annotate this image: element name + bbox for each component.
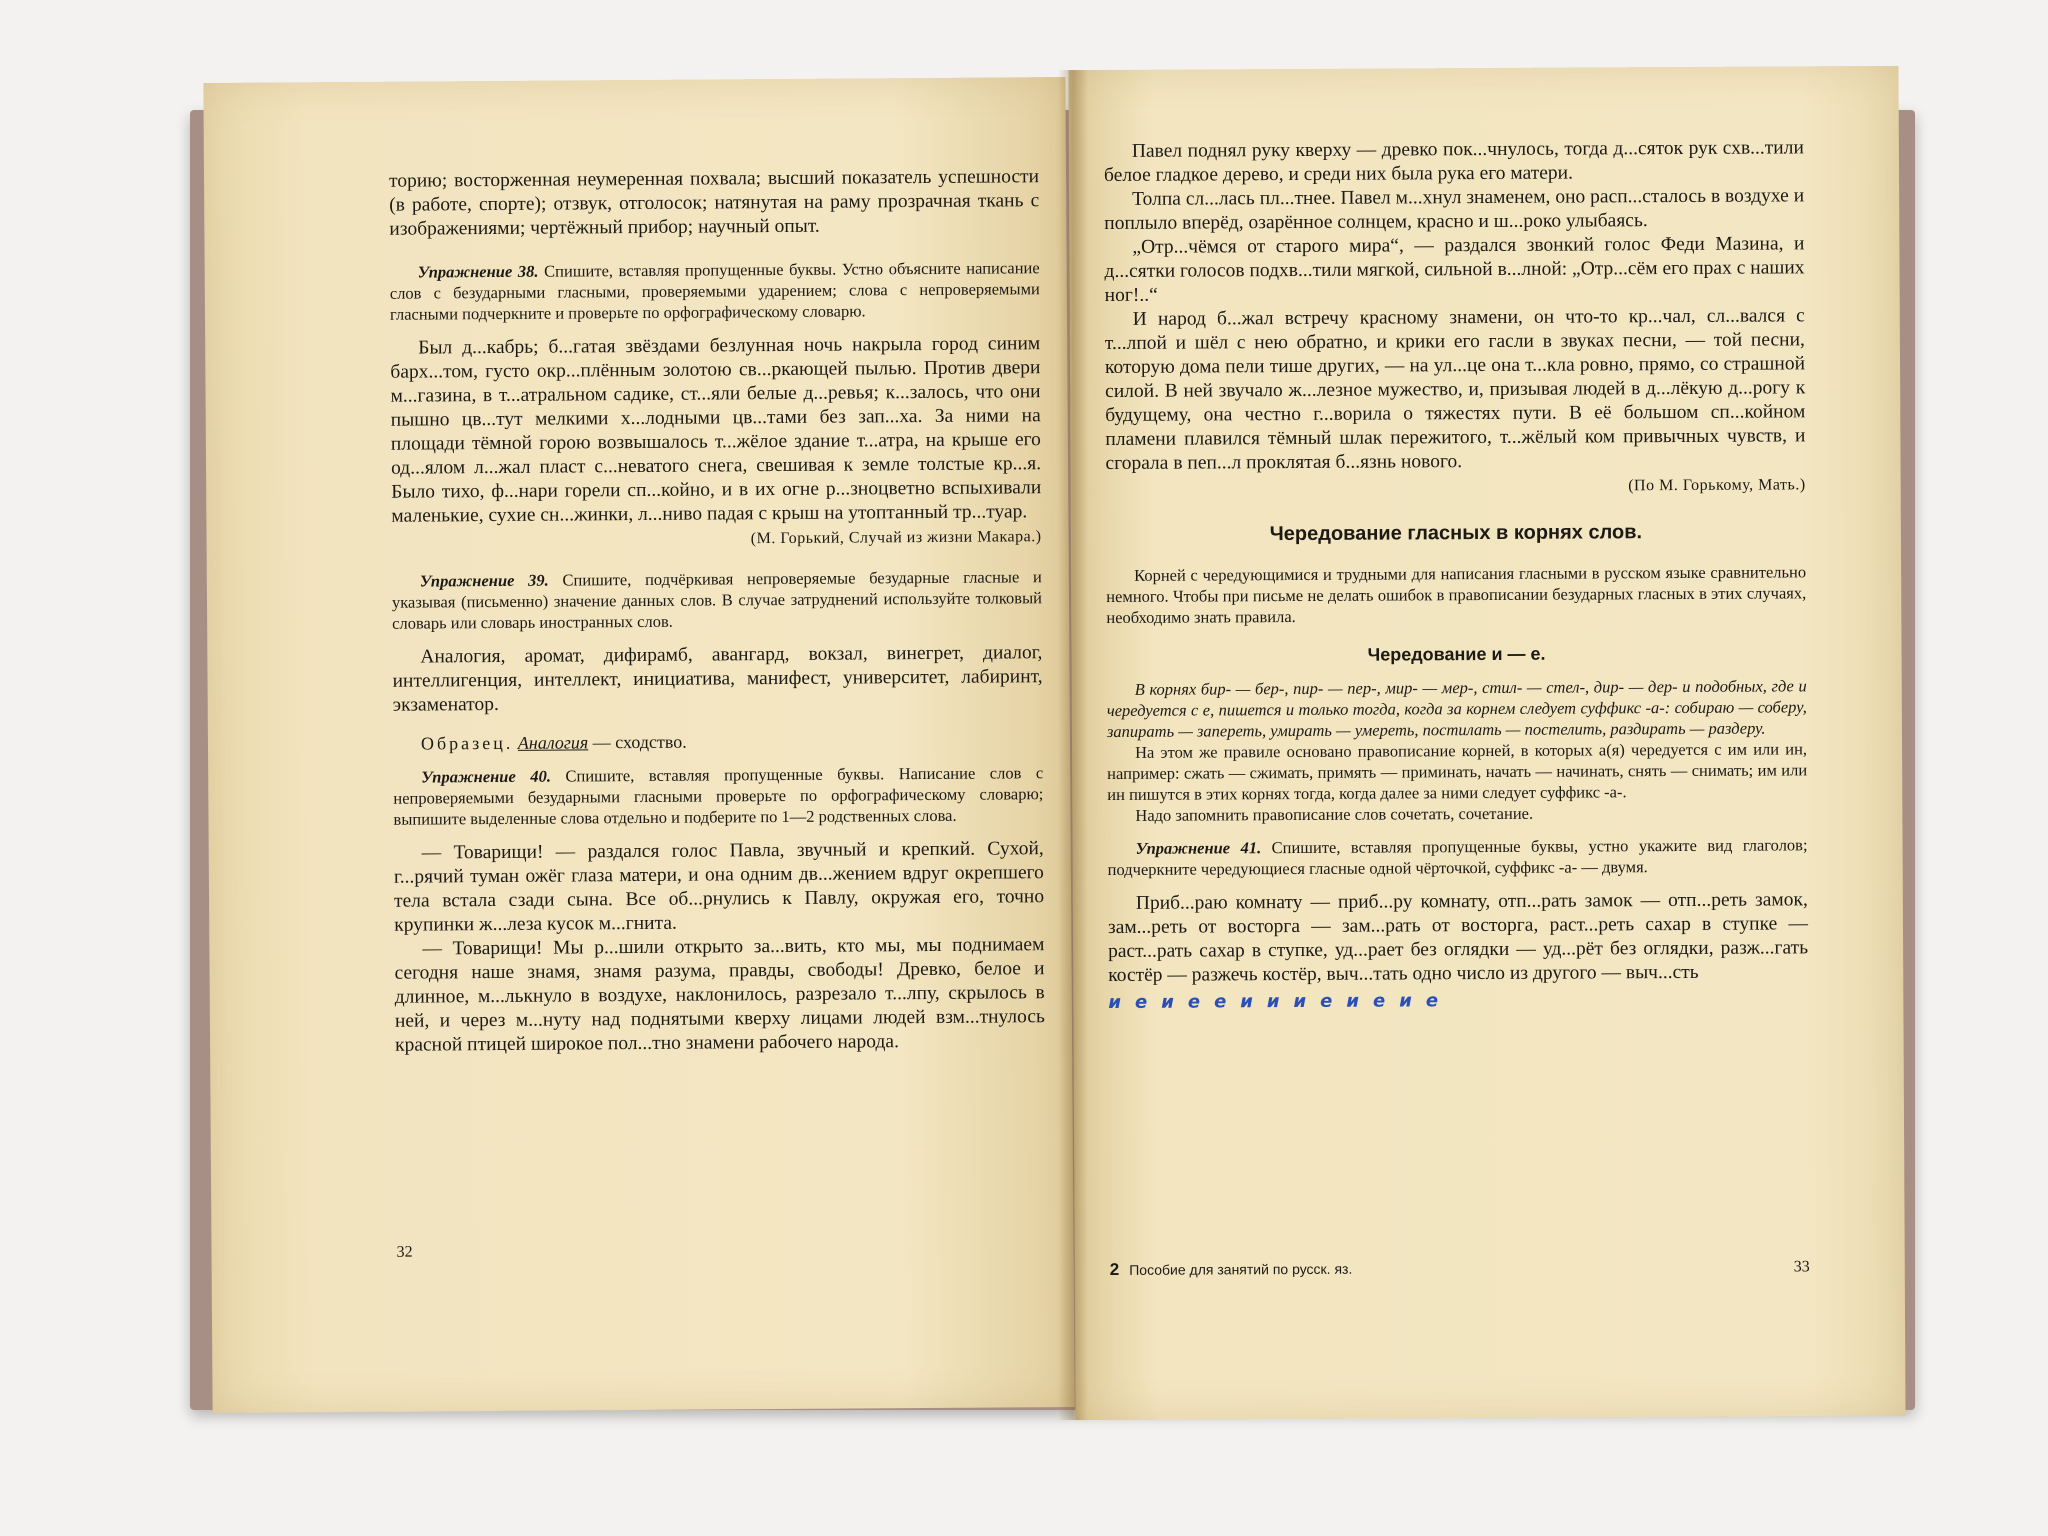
exercise-41-instructions: Спишите, вставляя пропущенные буквы, устно укажите вид глаголов; подчеркните чередующиеся гласные одной чёрточкой, суффикс -а- — двумя. <box>1107 835 1808 879</box>
continuation-paragraph-4: И народ б...жал встречу красному знамени, он что-то кр...чал, сл...вался с т...лпой и шёл с нею обратно, и крики его гасли в звуках песни, — той песни, которую дома пели тише других, — на ул...це она т...кла ровно, прямо, со страшной силой. В ней звучало ж...лезное мужество, и, призывая людей в д...лёкую д...рогу к будущему, она честно г...ворила о тяжестях пути. В её большом сп...койном пламени плавился тёмный шлак пережитого, т...жёлый ком привычных чувств, и сгорала в пеп...л проклятая б...язнь нового. <box>1104 305 1806 474</box>
exercise-38-task <box>390 257 1040 325</box>
exercise-40-instructions: Спишите, вставляя пропущенные буквы. Написание слов с непроверяемыми безударными гласными проверьте по орфографическому словарю; выпишите выделенные слова отдельно и подберите по 1—2 родственных слова. <box>393 763 1044 829</box>
rule-2: На этом же правиле основано правописание корней, в которых а(я) чередуется с им или ин, например: сжать — сжимать, примять — приминать, начать — начинать, снять — снимать; им или ин пишутся в этих корнях тогда, когда далее за ними следует суффикс -а-. <box>1107 739 1808 804</box>
continuation-paragraph-1: Павел поднял руку кверху — древко пок...чнулось, тогда д...сяток рук схв...тили белое гладкое дерево, и среди них была рука его матери. <box>1103 137 1804 186</box>
left-page-text <box>389 165 1045 1058</box>
handwritten-mark: е <box>1213 991 1227 1013</box>
section-intro: Корней с чередующимися и трудными для написания гласными в русском языке сравнительно немного. Чтобы при письме не делать ошибок в правописании безударных гласных в этих случаях, необходимо знать правила. <box>1106 562 1807 627</box>
signature-number: 2 <box>1109 1259 1120 1279</box>
continuation-paragraph-3: „Отр...чёмся от старого мира“, — раздался звонкий голос Феди Мазина, и д...сятки голосов подхв...тили мягкой, сильной в...лной: „Отр...сём его прах с наших ног!..“ <box>1104 233 1805 306</box>
section-title: Чередование гласных в корнях слов. <box>1269 521 1643 546</box>
exercise-41-text: Приб...раю комнату — приб...ру комнату, отп...рать замок — отп...реть замок, зам...реть от восторга — зам...рать от восторга, раст...реть сахар в ступке — раст...рать сахар в ступке, уд...рает без оглядки — уд...рёт без оглядки, разж...гать костёр — разжечь костёр, выч...тать одно число из другого — выч...сть <box>1107 889 1809 986</box>
exercise-38-source: (М. Горький, Случай из жизни Макара.) <box>750 528 1042 548</box>
exercise-39-title: Упражнение 39. <box>419 570 549 591</box>
handwritten-mark: е <box>1187 991 1201 1013</box>
handwritten-mark: и <box>1399 990 1412 1012</box>
exercise-39-task <box>392 566 1042 634</box>
exercise-39-words: Аналогия, аромат, дифирамб, авангард, вокзал, винегрет, диалог, интеллигенция, интеллект, инициатива, манифест, университет, лабиринт, экзаменатор. <box>392 642 1043 716</box>
handwritten-mark: и <box>1266 991 1280 1013</box>
signature-line <box>1110 1259 1353 1280</box>
sample-definition: — сходство. <box>588 731 687 753</box>
exercise-40-paragraph-1: — Товарищи! — раздался голос Павла, звучный и крепкий. Сухой, г...рячий туман ожёг глаза матери, и она одним дв...жением вдруг окрепшего тела встала сзади сына. Все об...рнулись к Павлу, окружая его, точно крупинки ж...леза кусок м...гнита. <box>393 838 1045 936</box>
continuation-paragraph-2: Толпа сл...лась пл...тнее. Павел м...хнул знаменем, оно расп...сталось в воздухе и поплыло вперёд, озарённое солнцем, красно и ш...роко улыбаясь. <box>1104 185 1805 234</box>
rule-1: В корнях бир- — бер-, пир- — пер-, мир- — мер-, стил- — стел-, дир- — дер- и подобных, где и чередуется с е, пишется и только тогда, когда за корнем следует суффикс -а-: собираю — соберу, запирать — запереть, умирать — умереть, постилать — постелить, раздирать — раздеру. <box>1106 676 1807 741</box>
exercise-41-task <box>1107 834 1807 880</box>
handwritten-mark: и <box>1240 991 1253 1013</box>
intro-paragraph: торию; восторженная неумеренная похвала; высший показатель успешности (в работе, спорте); отзвук, отголосок; натянутая на раму прозрачная ткань с изображениями; чертёжный прибор; научный опыт. <box>388 166 1040 240</box>
exercise-38-instructions: Спишите, вставляя пропущенные буквы. Устно объясните написание слов с безударными гласными, проверяемыми ударением; слова с непроверяемыми гласными подчеркните и проверьте по орфографическому словарю. <box>389 258 1040 324</box>
exercise-38-title: Упражнение 38. <box>417 261 539 282</box>
exercise-39-instructions: Спишите, подчёркивая непроверяемые безударные гласные и указывая (письменно) значение данных слов. В случае затруднений используйте толковый словарь или словарь иностранных слов. <box>391 567 1043 633</box>
exercise-41-title: Упражнение 41. <box>1135 838 1262 858</box>
handwritten-answers <box>1108 988 1808 1013</box>
handwritten-mark: е <box>1320 990 1333 1012</box>
left-page <box>203 77 1074 1413</box>
handwritten-mark: е <box>1425 990 1439 1012</box>
right-page <box>1068 66 1905 1420</box>
sample-label: Образец. <box>420 732 514 754</box>
subsection-title: Чередование и — е. <box>1367 643 1546 665</box>
exercise-38-text: Был д...кабрь; б...гатая звёздами безлунная ночь накрыла город синим барх...том, густо окр...плённым золотою св...ркающей пылью. Против двери м...газина, в т...атральном садике, ст...яли белые д...ревья; к...залось, что они пышно цв...тут мелкими х...лодными цв...тами без зап...ха. За ними на площади тёмной горою возвышалось т...жёлое здание т...атра, на крыше его од...ялом л...жал пласт с...неватого снега, свешивая к земле толстые кр...я. Было тихо, ф...нари горели сп...койно, и в их огне р...зноцветно вспыхивали маленькие, сухие сн...жинки, л...ниво падая с крыш на утоптанный тр...туар. <box>390 333 1042 527</box>
handwritten-mark: и <box>1161 991 1174 1013</box>
book-gutter <box>1058 70 1088 1420</box>
exercise-40-paragraph-2: — Товарищи! Мы р...шили открыто за...вить, кто мы, мы поднимаем сегодня наше знамя, знамя разума, правды, свободы! Древко, белое и длинное, м...лькнуло в воздухе, наклонилось, разрезало т...лпу, скрылось в ней, и через м...нуту над поднятыми кверху лицами людей взм...тнулось красной птицей широкое пол...тно знамени рабочего народа. <box>394 934 1045 1056</box>
handwritten-mark: и <box>1108 991 1122 1013</box>
sample-word: Аналогия <box>517 732 589 753</box>
left-page-number: 32 <box>396 1243 413 1261</box>
handwritten-mark: е <box>1372 990 1386 1012</box>
right-page-text <box>1104 136 1809 1013</box>
handwritten-mark: е <box>1134 991 1148 1013</box>
signature-text: Пособие для занятий по русск. яз. <box>1129 1260 1353 1278</box>
exercise-40-title: Упражнение 40. <box>421 766 552 787</box>
exercise-40-task <box>393 762 1043 830</box>
right-page-number: 33 <box>1793 1258 1810 1276</box>
rule-3: Надо запомнить правописание слов сочетать, сочетание. <box>1135 803 1534 825</box>
handwritten-mark: и <box>1293 990 1307 1013</box>
continuation-source: (По М. Горькому, Мать.) <box>1628 476 1806 495</box>
handwritten-mark: и <box>1346 990 1360 1012</box>
